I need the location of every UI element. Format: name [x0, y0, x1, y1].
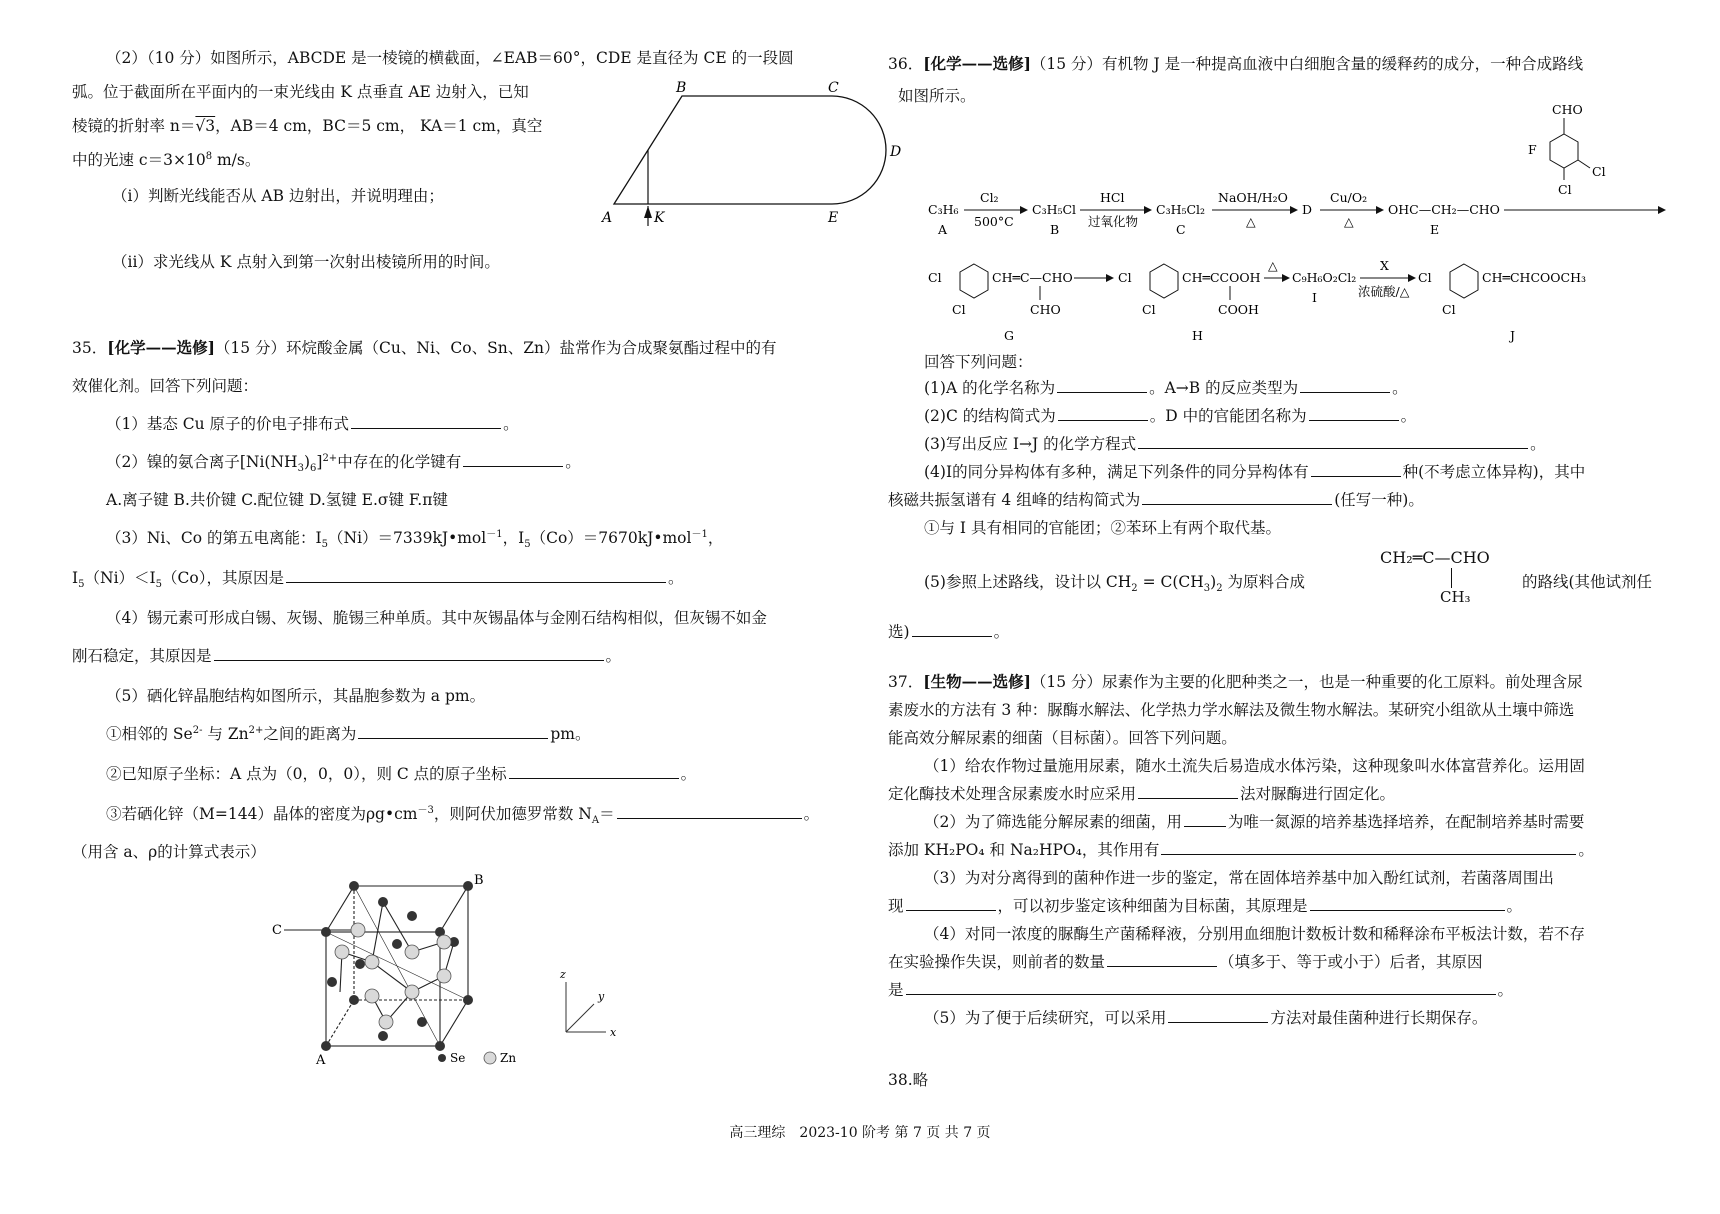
cmpd-H: CH═CCOOH: [1182, 270, 1261, 285]
sup-m1: －1: [486, 528, 503, 540]
answer-blank[interactable]: [1310, 894, 1505, 911]
q37-p2: [924, 810, 1584, 835]
q34-line1: （2）（10 分）如图所示，ABCDE 是一棱镜的横截面，∠EAB＝60°，CDE 是直径为 CE 的一段圆: [106, 49, 794, 67]
cond1-bot: 500°C: [974, 214, 1014, 229]
q35-p3-line2: [72, 566, 684, 593]
q34-line3: [72, 114, 542, 139]
q36-a2-b: 。D 中的官能团名称为: [1149, 407, 1307, 425]
crystal-label-B: B: [474, 873, 484, 888]
q35-s1-c: 与 Zn: [202, 725, 249, 743]
q36-a5-b: = C(CH: [1137, 573, 1204, 591]
answer-blank[interactable]: [1161, 838, 1576, 855]
synthesis-route: [928, 104, 1668, 344]
q36-a1-b: 。A→B 的反应类型为: [1149, 379, 1299, 397]
cmpd-G: CH═C—CHO: [992, 270, 1073, 285]
q37-p4-b: 在实验操作失误，则前者的数量: [888, 953, 1106, 971]
q37-intro-3: 能高效分解尿素的细菌（目标菌）。回答下列问题。: [888, 729, 1237, 747]
axis-y: y: [598, 990, 605, 1003]
q36-num: 36．: [888, 55, 924, 73]
a5-sub2b: 2: [1216, 583, 1223, 595]
answer-blank[interactable]: [1142, 488, 1332, 505]
q35-p3: [106, 526, 723, 553]
q37-p1-line2: [888, 782, 1395, 807]
q37-p1-b: 定化酶技术处理含尿素废水时应采用: [888, 785, 1137, 803]
q37-p5-a: （5）为了便于后续研究，可以采用: [924, 1009, 1167, 1027]
q37-p4-line3: [888, 978, 1513, 1003]
q36-a4-d: (任写一种)。: [1334, 491, 1424, 509]
cond1-top: Cl₂: [980, 190, 999, 205]
q34-sub-ii: （ii）求光线从 K 点射入到第一次射出棱镜所用的时间。: [112, 253, 500, 271]
q34-line4-sup: 8: [205, 150, 213, 162]
sub-A: A: [591, 815, 600, 827]
q35-s2-end: 。: [680, 765, 697, 783]
q37-p4-e: 。: [1497, 981, 1514, 999]
q35-p2-charge: 2+: [322, 452, 338, 464]
q37-p5-b: 方法对最佳菌种进行长期保存。: [1270, 1009, 1488, 1027]
q35-s3-note: （用含 a、ρ的计算式表示）: [72, 843, 266, 861]
q35-p2-sub2: 6: [310, 463, 317, 475]
answer-blank[interactable]: [1184, 810, 1226, 827]
sup-se: 2-: [192, 724, 203, 736]
a5-sub2: 2: [1131, 583, 1138, 595]
q36-a4-line2: [888, 488, 1424, 513]
H-cooh: COOH: [1218, 302, 1259, 317]
cmpd-J: CH═CHCOOCH₃: [1482, 270, 1586, 285]
q34-sub-i: （i）判断光线能否从 AB 边射出，并说明理由；: [112, 187, 444, 205]
q38: 38.略: [888, 1071, 929, 1089]
page-footer: 高三理综 2023-10 阶考 第 7 页 共 7 页: [729, 1125, 991, 1141]
q36-intro: （15 分）有机物 J 是一种提高血液中白细胞含量的缓释药的成分，一种合成路线: [1030, 55, 1584, 73]
cond-X-b: 浓硫酸/△: [1358, 284, 1410, 299]
crystal-label-C: C: [272, 923, 282, 938]
lab-I: I: [1312, 290, 1317, 305]
answer-blank[interactable]: [358, 722, 548, 739]
q36-a5-f: 选): [888, 623, 910, 641]
answer-blank[interactable]: [463, 450, 563, 467]
lab-E: E: [1430, 222, 1440, 237]
q37-p2-c: 添加 KH₂PO₄ 和 Na₂HPO₄，其作用有: [888, 841, 1160, 859]
q35-intro: （15 分）环烷酸金属（Cu、Ni、Co、Sn、Zn）盐常作为合成聚氨酯过程中的有: [214, 339, 777, 357]
q37-p1-c: 法对脲酶进行固定化。: [1240, 785, 1396, 803]
q35-p4-line2: [72, 644, 621, 669]
answer-blank[interactable]: [1300, 376, 1390, 393]
q37-p3-line2: [888, 894, 1522, 919]
q35-p4-b: 刚石稳定，其原因是: [72, 647, 212, 665]
cmpd-E: OHC—CH₂—CHO: [1388, 202, 1500, 217]
q36-a1: [924, 376, 1408, 401]
q35-p2-end: 。: [565, 453, 581, 471]
reagent-cho: CHO: [1552, 102, 1583, 117]
q37-head: [888, 670, 1583, 695]
sub-5d: 5: [155, 579, 163, 591]
q35-p3-a: （3）Ni、Co 的第五电离能：I: [106, 529, 322, 547]
H-cl2: Cl: [1142, 302, 1156, 317]
H-cl1: Cl: [1118, 270, 1132, 285]
q35-s3-e: ＝: [599, 805, 615, 823]
G-cl2: Cl: [952, 302, 966, 317]
q36-a5-g: 。: [993, 623, 1010, 641]
q36-a4-cond: ①与 I 具有相同的官能团；②苯环上有两个取代基。: [924, 519, 1281, 537]
label-B: B: [676, 80, 687, 96]
reagent-cl1: Cl: [1592, 164, 1606, 179]
q37-p2-b: 为唯一氮源的培养基选择培养，在配制培养基时需要: [1227, 813, 1585, 831]
q35-p5: （5）硒化锌晶胞结构如图所示，其晶胞参数为 a pm。: [106, 687, 486, 705]
sup-zn: 2+: [248, 724, 264, 736]
axis-x: x: [610, 1026, 617, 1039]
lab-B: B: [1050, 222, 1060, 237]
q35-p1-text: （1）基态 Cu 原子的价电子排布式: [106, 415, 350, 433]
q37-intro: （15 分）尿素作为主要的化肥种类之一，也是一种重要的化工原料。前处理含尿: [1030, 673, 1583, 691]
prism-figure: [592, 78, 902, 238]
crystal-figure: [272, 872, 652, 1072]
cond4-top: Cu/O₂: [1330, 190, 1368, 205]
crystal-label-A: A: [316, 1053, 326, 1068]
lab-J: J: [1510, 328, 1516, 343]
q36-a4-a: (4)I的同分异构体有多种，满足下列条件的同分异构体有: [924, 463, 1309, 481]
q35-p3-i: （Co），其原因是: [162, 569, 284, 587]
lab-C: C: [1176, 222, 1186, 237]
axis-z: z: [560, 968, 566, 981]
q37-p5: [924, 1006, 1487, 1031]
q36-a3: [924, 432, 1546, 457]
q35-s1-e: 之间的距离为: [263, 725, 357, 743]
q36-a4-c: 核磁共振氢谱有 4 组峰的结构简式为: [888, 491, 1141, 509]
cmpd-D: D: [1302, 202, 1313, 217]
q36-a3-a: (3)写出反应 I→J 的化学方程式: [924, 435, 1137, 453]
answer-blank[interactable]: [1138, 432, 1528, 449]
q35-s3-end: 。: [803, 805, 820, 823]
q36-section: [化学——选修]: [923, 54, 1031, 73]
q36-a1-c: 。: [1392, 379, 1408, 397]
q34-line2: 弧。位于截面所在平面内的一束光线由 K 点垂直 AE 边射入，已知: [72, 83, 529, 101]
q36-a4-b: 种(不考虑立体异构)，其中: [1402, 463, 1586, 481]
q35-p3-b: （Ni）＝7339kJ•mol: [328, 529, 487, 547]
q37-p2-d: 。: [1578, 841, 1594, 859]
answer-blank[interactable]: [1309, 404, 1399, 421]
G-cl1: Cl: [928, 270, 942, 285]
q36-a2: [924, 404, 1416, 429]
answer-blank[interactable]: [912, 620, 992, 637]
q35-p1-end: 。: [503, 415, 519, 433]
q35-section: [化学——选修]: [107, 338, 215, 357]
label-C: C: [828, 80, 839, 96]
q37-p2-line2: [888, 838, 1594, 863]
q36-answer-head: 回答下列问题：: [924, 353, 1033, 371]
answer-blank[interactable]: [617, 802, 802, 819]
q37-num: 37．: [888, 673, 924, 691]
q36-intro-2: 如图所示。: [898, 87, 976, 105]
q35-p3-h: （Ni）＜I: [84, 569, 156, 587]
legend-zn: Zn: [500, 1051, 517, 1065]
q35-p1: [106, 412, 519, 437]
cmpd-A: C₃H₆: [928, 202, 959, 217]
sub-5c: 5: [78, 579, 85, 591]
q35-p3-end: 。: [667, 569, 684, 587]
q35-s1: [106, 722, 590, 747]
q37-p2-a: （2）为了筛选能分解尿素的细菌，用: [924, 813, 1182, 831]
q35-p3-f: ，: [707, 529, 724, 547]
q35-s3-a: ③若硒化锌（M=144）晶体的密度为ρg•cm: [106, 805, 418, 823]
answer-blank[interactable]: [1138, 782, 1238, 799]
cond-X: X: [1380, 258, 1389, 273]
q37-intro-2: 素废水的方法有 3 种：脲酶水解法、化学热力学水解法及微生物水解法。某研究小组欲从土壤中筛选: [888, 701, 1575, 719]
sup-m1b: －1: [691, 528, 708, 540]
cmpd-B: C₃H₅Cl: [1032, 202, 1077, 217]
answer-blank[interactable]: [1058, 404, 1148, 421]
q35-p2-b: ): [303, 453, 310, 471]
q36-a1-a: (1)A 的化学名称为: [924, 379, 1056, 397]
label-E: E: [828, 210, 839, 226]
q34-line3-c: ，AB＝4 cm，BC＝5 cm， KA＝1 cm，真空: [215, 117, 543, 135]
G-cho: CHO: [1030, 302, 1061, 317]
q35-s2: [106, 762, 696, 787]
q35-options: A.离子键 B.共价键 C.配位键 D.氢键 E.σ键 F.π键: [106, 491, 448, 509]
answer-blank[interactable]: [1107, 950, 1217, 967]
q35-s3: [106, 802, 819, 829]
q36-a5-target-top: CH₂═C—CHO: [1380, 548, 1490, 567]
q36-a2-c: 。: [1400, 407, 1417, 425]
cond3-bot: △: [1246, 214, 1256, 229]
cond3-top: NaOH/H₂O: [1218, 190, 1288, 205]
q35-p3-d: ，I: [502, 529, 525, 547]
q35-s1-f: pm。: [550, 725, 591, 743]
label-D: D: [890, 144, 902, 160]
sqrt3: √3: [195, 117, 216, 135]
q36-a5-bond: [1451, 568, 1452, 588]
q37-p4: （4）对同一浓度的脲酶生产菌稀释液，分别用血细胞计数板计数和稀释涂布平板法计数，若不存: [924, 925, 1585, 943]
q35-p4-end: 。: [605, 647, 622, 665]
q35-p2-sub: 3: [297, 463, 304, 475]
answer-blank[interactable]: [906, 978, 1496, 995]
J-cl1: Cl: [1418, 270, 1432, 285]
label-K: K: [654, 210, 665, 226]
q37-p3-c: ，可以初步鉴定该种细菌为目标菌，其原理是: [997, 897, 1308, 915]
q35-p3-g: I: [72, 569, 79, 587]
q36-a5-line2: [888, 620, 1009, 645]
cmpd-I: C₉H₆O₂Cl₂: [1292, 270, 1357, 285]
lab-H: H: [1192, 328, 1203, 343]
q35-p2-a: （2）镍的氨合离子[Ni(NH: [106, 453, 298, 471]
q37-p4-c: （填多于、等于或小于）后者，其原因: [1219, 953, 1483, 971]
legend-se: Se: [450, 1051, 466, 1065]
q35-s3-c: ，则阿伏加德罗常数 N: [433, 805, 592, 823]
cond-H: △: [1268, 258, 1278, 273]
q36-a4: [924, 460, 1585, 485]
legend-zn-dot: [484, 1052, 496, 1064]
q35-p2: [106, 450, 581, 477]
q36-a5-c: ): [1210, 573, 1217, 591]
lab-A: A: [938, 222, 948, 237]
label-A: A: [602, 210, 613, 226]
q36-a5: [924, 548, 1664, 608]
answer-blank[interactable]: [214, 644, 604, 661]
J-cl2: Cl: [1442, 302, 1456, 317]
q34-line4-a: 中的光速 c＝3×10: [72, 151, 206, 169]
q35-p4: （4）锡元素可形成白锡、灰锡、脆锡三种单质。其中灰锡晶体与金刚石结构相似，但灰锡不如金: [106, 609, 767, 627]
q34-line3-a: 棱镜的折射率 n＝: [72, 117, 196, 135]
sup-m3: －3: [417, 804, 434, 816]
q35-p2-d: 中存在的化学键有: [337, 453, 462, 471]
q35-intro-2: 效催化剂。回答下列问题：: [72, 377, 259, 395]
q36-head: [888, 52, 1583, 77]
q36-a5-d: 为原料合成: [1222, 573, 1306, 591]
q35-s1-a: ①相邻的 Se: [106, 725, 193, 743]
q37-p4-line2: [888, 950, 1483, 975]
q37-p3: （3）为对分离得到的菌种作进一步的鉴定，常在固体培养基中加入酚红试剂，若菌落周围出: [924, 869, 1554, 887]
q35-p2-bracket: ]: [316, 453, 323, 471]
q36-a2-a: (2)C 的结构简式为: [924, 407, 1056, 425]
cond2-bot: 过氧化物: [1088, 214, 1139, 229]
sub-5b: 5: [524, 539, 531, 551]
q37-section: [生物——选修]: [923, 672, 1031, 691]
answer-blank[interactable]: [351, 412, 501, 429]
cond4-bot: △: [1344, 214, 1354, 229]
q37-p3-d: 。: [1506, 897, 1523, 915]
q36-a3-c: 。: [1530, 435, 1546, 453]
q37-p3-b: 现: [888, 897, 904, 915]
cond2-top: HCl: [1100, 190, 1125, 205]
reagent-F: F: [1528, 142, 1537, 157]
q37-p4-d: 是: [888, 981, 904, 999]
q36-a5-e: 的路线(其他试剂任: [1522, 573, 1653, 591]
answer-blank[interactable]: [509, 762, 679, 779]
legend-se-dot: [438, 1054, 446, 1062]
q34-line4: [72, 148, 260, 173]
q35-num: 35．: [72, 339, 108, 357]
answer-blank[interactable]: [286, 566, 666, 583]
q35-head: [72, 336, 776, 361]
answer-blank[interactable]: [1168, 1006, 1268, 1023]
q35-p3-e: （Co）＝7670kJ•mol: [530, 529, 692, 547]
a5-sub3: 3: [1203, 583, 1211, 595]
answer-blank[interactable]: [1311, 460, 1401, 477]
answer-blank[interactable]: [906, 894, 996, 911]
q34-line4-b: m/s。: [212, 151, 261, 169]
answer-blank[interactable]: [1057, 376, 1147, 393]
q36-a5-lead: [924, 570, 1305, 594]
q36-a5-a: (5)参照上述路线，设计以 CH: [924, 573, 1132, 591]
q37-p1: （1）给农作物过量施用尿素，随水土流失后易造成水体污染，这种现象叫水体富营养化。运用固: [924, 757, 1585, 775]
lab-G: G: [1004, 328, 1014, 343]
sub-5: 5: [321, 539, 328, 551]
reagent-cl2: Cl: [1558, 182, 1572, 197]
q35-s2-text: ②已知原子坐标：A 点为（0，0，0），则 C 点的原子坐标: [106, 765, 507, 783]
q36-a5-target-bot: CH₃: [1440, 588, 1471, 606]
cmpd-C: C₃H₅Cl₂: [1156, 202, 1206, 217]
